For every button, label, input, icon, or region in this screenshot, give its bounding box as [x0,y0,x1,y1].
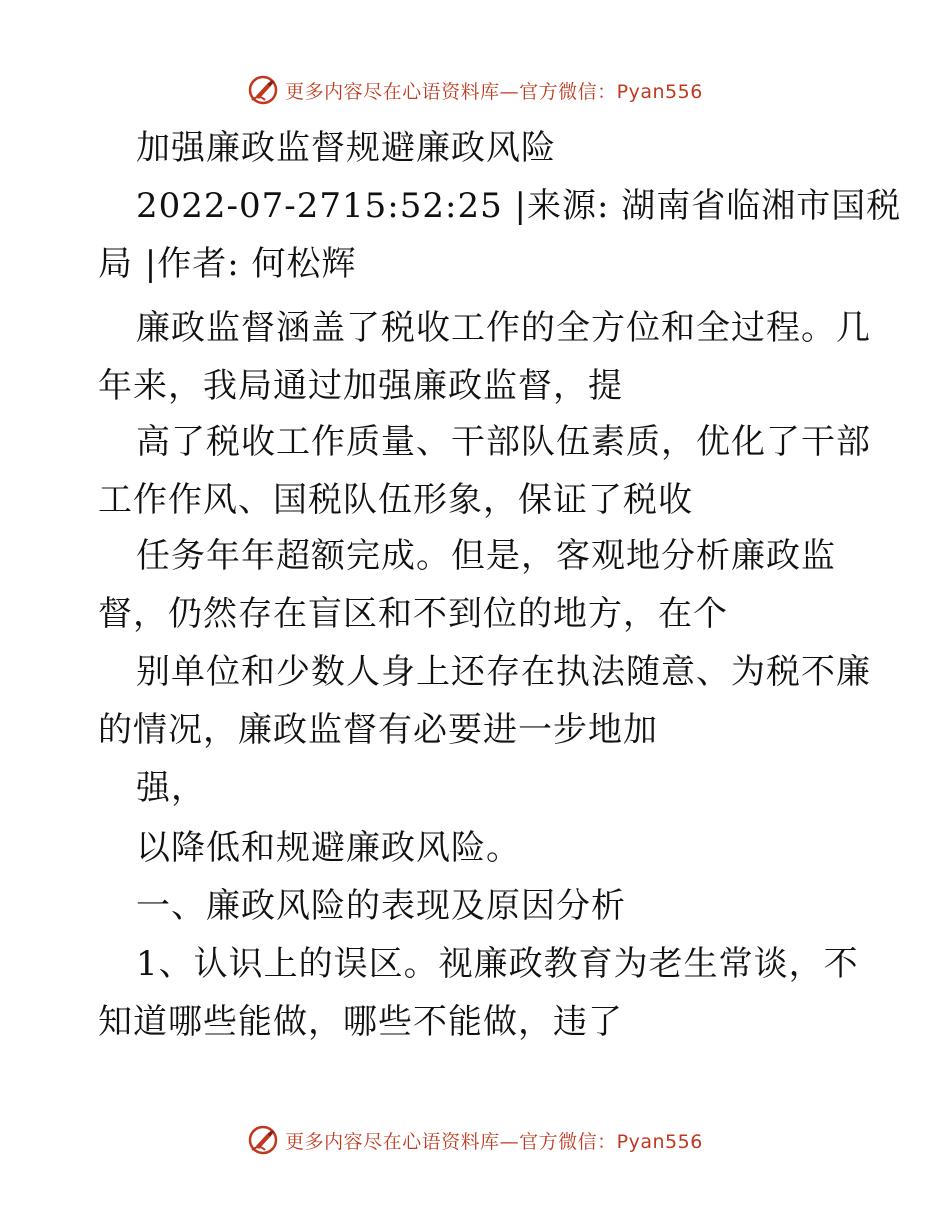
section-heading: 一、廉政风险的表现及原因分析 [136,886,626,926]
article-meta-line: 局 |作者: 何松辉 [98,244,357,284]
paragraph-line: 以降低和规避廉政风险。 [136,828,521,868]
paragraph-line: 强， [136,768,206,808]
paragraph-line: 知道哪些能做，哪些不能做，违了 [98,1002,623,1042]
paragraph-line: 督，仍然存在盲区和不到位的地方，在个 [98,594,728,634]
paragraph-line: 1、认识上的误区。视廉政教育为老生常谈，不 [136,944,859,984]
header-watermark [0,70,950,110]
paragraph-line: 高了税收工作质量、干部队伍素质，优化了干部 [136,422,871,462]
paragraph-line: 廉政监督涵盖了税收工作的全方位和全过程。几 [136,308,871,348]
watermark-text [285,1127,703,1154]
watermark-label: 更多内容尽在心语资料库—官方微信： [285,1130,617,1153]
watermark-text [285,77,703,104]
paragraph-line: 别单位和少数人身上还存在执法随意、为税不廉 [136,652,871,692]
paragraph-line: 工作作风、国税队伍形象，保证了税收 [98,480,693,520]
pen-logo-icon [247,74,279,106]
footer-watermark [0,1120,950,1160]
watermark-wechat-id: Pyan556 [616,1130,703,1153]
watermark-label: 更多内容尽在心语资料库—官方微信： [285,80,617,103]
paragraph-line: 任务年年超额完成。但是，客观地分析廉政监 [136,536,836,576]
article-meta-line: 2022-07-2715:52:25 |来源: 湖南省临湘市国税 [136,186,902,226]
paragraph-line: 的情况，廉政监督有必要进一步地加 [98,710,658,750]
paragraph-line: 年来，我局通过加强廉政监督，提 [98,366,623,406]
pen-logo-icon [247,1124,279,1156]
article-title: 加强廉政监督规避廉政风险 [136,128,556,168]
watermark-wechat-id: Pyan556 [616,80,703,103]
